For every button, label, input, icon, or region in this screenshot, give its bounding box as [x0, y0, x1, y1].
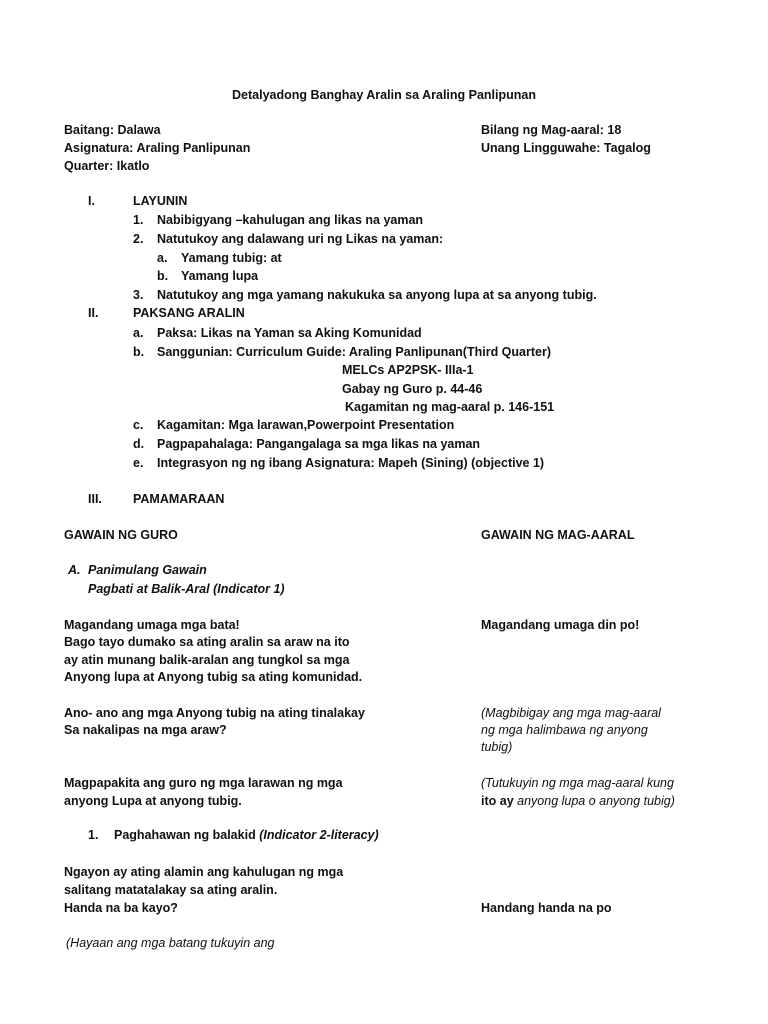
list-item-number: c. — [133, 418, 144, 432]
teacher-line: Magpapakita ang guro ng mga larawan ng mga — [64, 776, 343, 790]
teacher-line: salitang matatalakay sa atіng aralin. — [64, 883, 278, 897]
teacher-line: Magandang umaga mga bata! — [64, 618, 240, 632]
teacher-line: Handa na ba kayo? — [64, 901, 178, 915]
lingguwahe-label: Unang Lingguwahe: Tagalog — [481, 141, 651, 155]
section-1-number: I. — [88, 194, 95, 208]
list-item: Paksa: Likas na Yaman sa Aking Komunidad — [157, 326, 422, 340]
list-item-number: e. — [133, 456, 144, 470]
indicator-tag: (Indicator 2-literacy) — [259, 828, 379, 842]
list-item-number: d. — [133, 437, 145, 451]
list-item — [157, 455, 544, 471]
bilang-label: Bilang ng Mag-aaral: 18 — [481, 123, 622, 137]
list-item: Nabibigyang –kahulugan ang likas na yaman — [157, 213, 424, 227]
reference-line: MELCs AP2PSK- IIIa-1 — [342, 363, 474, 377]
teacher-line: Sa nakalipas na mga araw? — [64, 723, 227, 737]
list-item-number: 3. — [133, 288, 144, 302]
part-a-subtitle — [88, 581, 285, 597]
student-text-italic: anyong lupa o anyong tubig) — [517, 794, 675, 808]
student-line: Magandang umaga din po! — [481, 618, 640, 632]
reference-line: Gabay ng Guro p. 44-46 — [342, 382, 483, 396]
sub-item: Yamang tubig: at — [181, 251, 282, 265]
student-line: ng mga halimbawa ng anyong — [481, 723, 648, 737]
student-line: tubig) — [481, 740, 513, 754]
list-item-number: 2. — [133, 232, 144, 246]
teacher-line: ay atіn munang balik-aralan ang tungkol sa mga — [64, 653, 350, 667]
list-item-number: 1. — [133, 213, 144, 227]
part-a-title: Panimulang Gawain — [88, 563, 207, 577]
student-line — [481, 793, 675, 809]
list-item: Sanggunian: Curriculum Guide: Araling Panlipunan(Third Quarter) — [157, 345, 551, 359]
teacher-line: Anyong lupa at Anyong tubig sa atіng komunidad. — [64, 670, 363, 684]
reference-line: Kagamitan ng mag-aaral p. 146-151 — [345, 400, 555, 414]
part-a-number: A. — [68, 563, 81, 577]
integrasyon-text: Integrasyon ng ng ibang Asignatura: Mapeh (Sining) — [157, 456, 468, 470]
list-item-number: b. — [133, 345, 145, 359]
student-line: Handang handa na po — [481, 901, 612, 915]
column-header-guro: GAWAIN NG GURO — [64, 528, 178, 542]
sub-item-number: a. — [157, 251, 168, 265]
list-item: Natutukoy ang dalawang uri ng Likas na yaman: — [157, 232, 444, 246]
section-3-heading: PAMAMARAAN — [133, 492, 225, 506]
list-item: Pagpapahalaga: Pangangalaga sa mga likas na yaman — [157, 437, 481, 451]
student-line: (Magbibigay ang mga mag-aaral — [481, 706, 661, 720]
section-2-number: II. — [88, 306, 99, 320]
indicator-tag: (Indicator 1) — [213, 582, 285, 596]
teacher-line: (Hayaan ang mga batang tukuyin ang — [66, 936, 275, 950]
quarter-label: Quarter: Ikatlo — [64, 159, 150, 173]
document-title: Detalyadong Banghay Aralin sa Araling Panlipunan — [232, 88, 536, 102]
section-2-heading: PAKSANG ARALIN — [133, 306, 245, 320]
teacher-line: Bago tayo dumako sa atіng aralin sa araw na ito — [64, 635, 350, 649]
baitang-label: Baitang: Dalawa — [64, 123, 161, 137]
sub-item-number: b. — [157, 269, 169, 283]
subtitle-text: Pagbati at Balik-Aral — [88, 582, 210, 596]
list-item-number: a. — [133, 326, 144, 340]
objective-tag: (objective 1) — [471, 456, 545, 470]
teacher-line: Ngayon ay atіng alamin ang kahulugan ng mga — [64, 865, 344, 879]
student-line: (Tutukuyin ng mga mag-aaral kung — [481, 776, 674, 790]
list-item: Natutukoy ang mga yamang nakukuka sa anyong lupa at sa anyong tubig. — [157, 288, 597, 302]
teacher-line: anyong Lupa at anyong tubig. — [64, 794, 242, 808]
student-text: ito ay — [481, 794, 514, 808]
list-item: Kagamitan: Mga larawan,Powerpoint Presentation — [157, 418, 455, 432]
asignatura-label: Asignatura: Araling Panlipunan — [64, 141, 251, 155]
part-1-number: 1. — [88, 828, 99, 842]
part-1-title-text: Paghahawan ng balakid — [114, 828, 256, 842]
column-header-mag-aaral: GAWAIN NG MAG-AARAL — [481, 528, 635, 542]
section-1-heading: LAYUNIN — [133, 194, 188, 208]
part-1-title — [114, 827, 379, 843]
teacher-line: Ano- ano ang mga Anyong tubig na atіng tіnalakay — [64, 706, 365, 720]
sub-item: Yamang lupa — [181, 269, 259, 283]
section-3-number: III. — [88, 492, 102, 506]
